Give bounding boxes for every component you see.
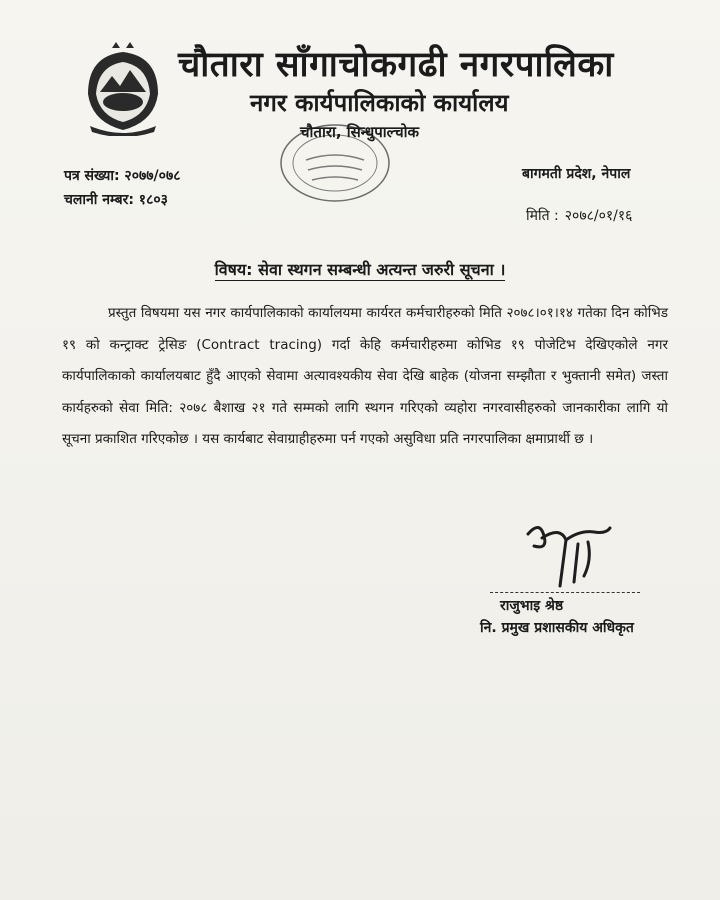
date-line [526,206,638,225]
nepal-government-emblem-icon [82,42,164,136]
date-label: मिति : [526,208,559,224]
handwritten-signature-icon [520,516,616,592]
letter-number: पत्र संख्या: २०७७/०७८ [64,168,181,184]
dispatch-number: चलानी नम्बर: १८०३ [64,192,168,208]
date-value: २०७८/०१/१६ [564,208,633,224]
office-location: चौतारा, सिन्धुपाल्चोक [300,123,420,141]
signatory-designation: नि. प्रमुख प्रशासकीय अधिकृत [480,620,634,636]
subject-text: विषय: सेवा स्थगन सम्बन्धी अत्यन्त जरुरी सूचना । [214,260,506,279]
office-subtitle: नगर कार्यपालिकाको कार्यालय [250,89,509,117]
signature-line [490,592,640,593]
signatory-name: राजुभाइ श्रेष्ठ [500,598,564,614]
reference-block [64,164,181,212]
subject-heading [0,258,720,280]
municipality-title: चौतारा साँगाचोकगढी नगरपालिका [178,45,614,85]
notice-body: प्रस्तुत विषयमा यस नगर कार्यपालिकाको कार्यालयमा कार्यरत कर्मचारीहरुको मिति २०७८।०१।१४ गतेका दिन कोभिड १९ को कन्ट्राक्ट ट्रेसिङ (Contract tracing) गर्दा केहि कर्मचारीहरुमा कोभिड १९ पोजेटिभ देखिएकोले नगर कार्यपालिकाको कार्यालयबाट हुँदै आएको सेवामा अत्यावश्यकीय सेवा देखि बाहेक (योजना सम्झौता र भुक्तानी समेत) जस्ता कार्यहरुको सेवा मिति: २०७८ बैशाख २१ गते सम्मको लागि स्थगन गरिएको व्यहोरा नगरवासीहरुको जानकारीका लागि यो सूचना प्रकाशित गरिएकोछ । यस कार्यबाट सेवाग्राहीहरुमा पर्न गएको असुविधा प्रति नगरपालिका क्षमाप्रार्थी छ । [62,305,668,447]
province-label: बागमती प्रदेश, नेपाल [522,166,631,182]
